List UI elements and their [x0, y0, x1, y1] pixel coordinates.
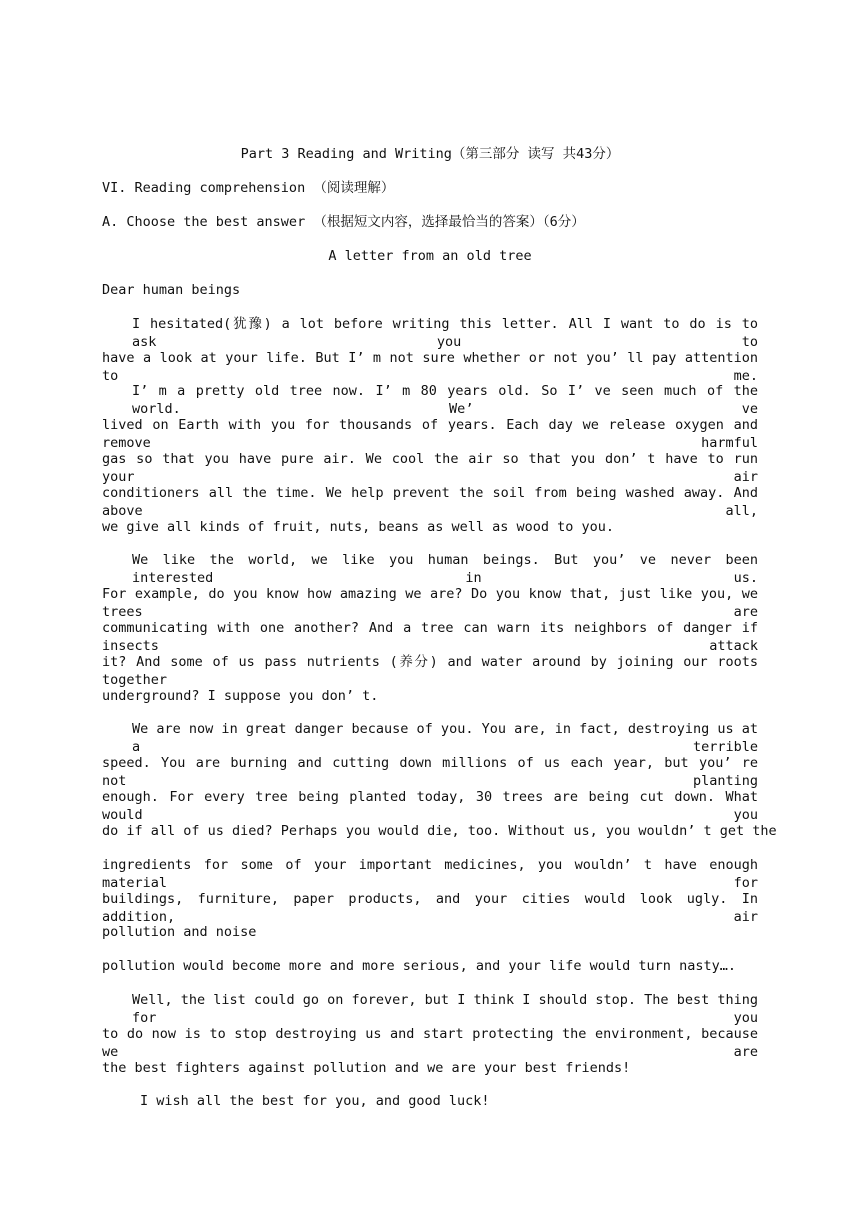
- passage-line: gas so that you have pure air. We cool the air so that you don’ t have to run your air: [102, 451, 758, 485]
- passage-line: buildings, furniture, paper products, and your cities would look ugly. In addition, air: [102, 891, 758, 925]
- passage-line: do if all of us died? Perhaps you would die, too. Without us, you wouldn’ t get the: [102, 823, 777, 839]
- passage-line: lived on Earth with you for thousands of years. Each day we release oxygen and remove harmful: [102, 417, 758, 451]
- passage-line: conditioners all the time. We help prevent the soil from being washed away. And above all,: [102, 485, 758, 519]
- passage-line: Well, the list could go on forever, but I think I should stop. The best thing for you: [132, 992, 758, 1026]
- letter-closing: I wish all the best for you, and good luck!: [140, 1093, 490, 1109]
- part-title: Part 3 Reading and Writing（第三部分 读写 共43分）: [240, 146, 620, 162]
- passage-line: underground? I suppose you don’ t.: [102, 688, 379, 704]
- passage-line: speed. You are burning and cutting down millions of us each year, but you’ re not planting: [102, 755, 758, 789]
- passage-line: pollution and noise: [102, 924, 257, 940]
- passage-line: ingredients for some of your important medicines, you wouldn’ t have enough material for: [102, 857, 758, 891]
- passage-line: it? And some of us pass nutrients (养分) and water around by joining our roots together: [102, 654, 758, 688]
- passage-line: we give all kinds of fruit, nuts, beans as well as wood to you.: [102, 519, 615, 535]
- passage-line: to do now is to stop destroying us and start protecting the environment, because we are: [102, 1026, 758, 1060]
- passage-line: I’ m a pretty old tree now. I’ m 80 years old. So I’ ve seen much of the world. We’ ve: [132, 383, 758, 417]
- passage-line: have a look at your life. But I’ m not sure whether or not you’ ll pay attention to me.: [102, 350, 758, 384]
- passage-line: the best fighters against pollution and we are your best friends!: [102, 1060, 631, 1076]
- passage-line: We like the world, we like you human beings. But you’ ve never been interested in us.: [132, 552, 758, 586]
- section-heading: VI. Reading comprehension （阅读理解）: [102, 180, 395, 196]
- passage-line: We are now in great danger because of you. You are, in fact, destroying us at a terrible: [132, 721, 758, 755]
- passage-line: I hesitated(犹豫) a lot before writing this letter. All I want to do is to ask you to: [132, 316, 758, 350]
- subsection-heading: A. Choose the best answer （根据短文内容，选择最恰当的答案）（6分）: [102, 214, 585, 230]
- passage-line: For example, do you know how amazing we are? Do you know that, just like you, we trees are: [102, 586, 758, 620]
- letter-greeting: Dear human beings: [102, 282, 241, 298]
- passage-title: A letter from an old tree: [328, 248, 532, 264]
- passage-line: pollution would become more and more serious, and your life would turn nasty….: [102, 958, 736, 974]
- passage-line: communicating with one another? And a tree can warn its neighbors of danger if insects attack: [102, 620, 758, 654]
- passage-line: enough. For every tree being planted today, 30 trees are being cut down. What would you: [102, 789, 758, 823]
